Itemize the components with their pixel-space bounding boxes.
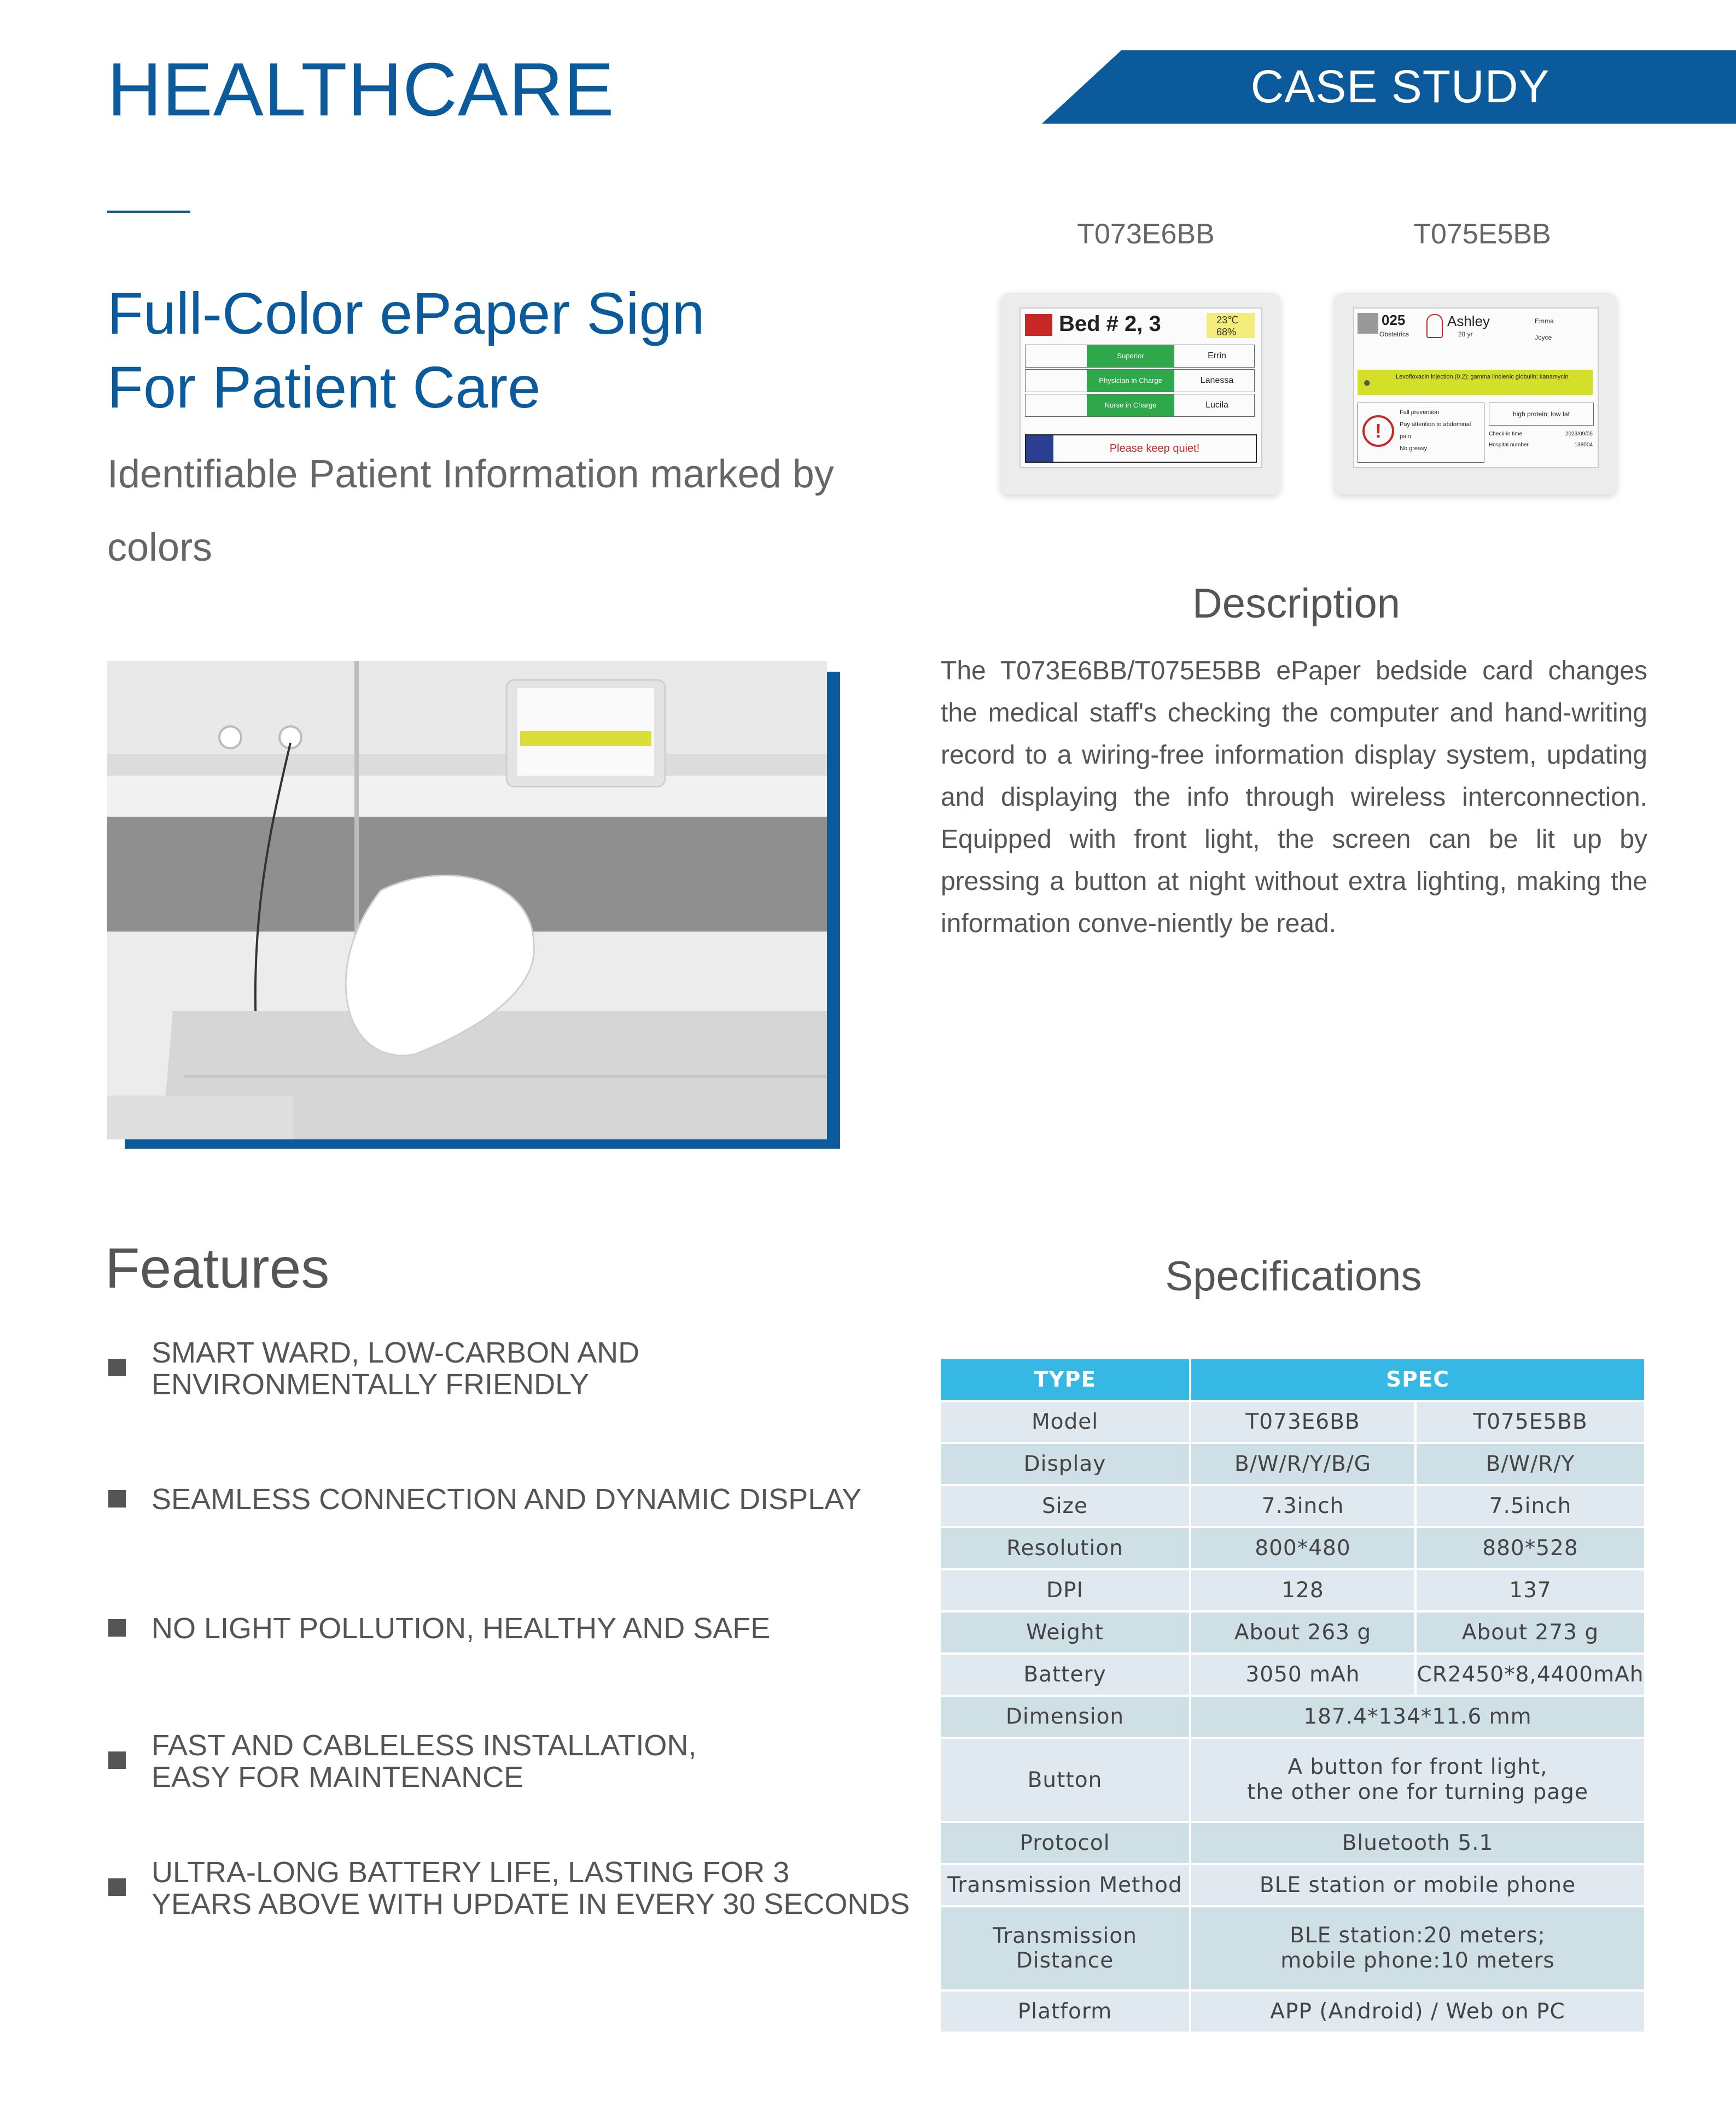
subtitle [107,276,705,424]
spec-type: Button [941,1739,1191,1823]
spec-value: About 263 g [1191,1613,1417,1655]
device-screen [1353,307,1599,468]
feature-line: SMART WARD, LOW-CARBON AND [152,1336,640,1369]
feature-line: ENVIRONMENTALLY FRIENDLY [152,1368,590,1401]
device-t073e6bb [1001,293,1280,494]
warning-item: Fall prevention [1400,409,1440,416]
spec-value: T075E5BB [1417,1402,1646,1444]
device-screen [1020,307,1262,468]
bullet-square-icon [108,1878,126,1896]
feature-line: EASY FOR MAINTENANCE [152,1761,524,1794]
spec-type: Transmission Distance [941,1907,1191,1992]
warning-item: No greasy [1400,445,1428,452]
spec-type: Transmission Method [941,1865,1191,1907]
bullet-square-icon [108,1359,126,1376]
eu-flag-icon [1026,435,1053,462]
feature-item [108,1856,929,1920]
spec-value: APP (Android) / Web on PC [1191,1992,1646,2034]
staff-role: Superior [1087,345,1174,367]
spec-type: Protocol [941,1823,1191,1865]
spec-type: Weight [941,1613,1191,1655]
climate-readout [1216,314,1238,338]
spec-value: B/W/R/Y/B/G [1191,1444,1417,1486]
checkin-label: Check-in time [1489,431,1523,437]
spec-value [1191,1739,1646,1823]
table-row [941,1697,1646,1739]
accent-divider [107,211,190,213]
table-row [941,1907,1646,1992]
spec-type: Resolution [941,1528,1191,1570]
contact: Emma [1535,317,1554,325]
spec-type: Size [941,1486,1191,1528]
table-row [941,1992,1646,2034]
case-study-label: CASE STUDY [1250,61,1550,112]
humidity: 68% [1216,327,1237,337]
contact: Joyce [1535,334,1552,341]
staff-role: Nurse in Charge [1087,394,1174,416]
page-title: HEALTHCARE [107,48,615,132]
description-body: The T073E6BB/T075E5BB ePaper bedside card changes the medical staff's checking the computer and hand-writing record to a wiring-free information display system, updating and displaying the info through wireless interconnection. Equipped with front light, the screen can be lit up by pressing a button at night without extra lighting, making the information conve-niently be read. [941,656,1647,938]
spec-value-line: the other one for turning page [1247,1780,1588,1805]
table-header-row [941,1359,1646,1402]
specifications-title: Specifications [1165,1253,1422,1300]
spec-value: 128 [1191,1570,1417,1613]
feature-item [108,1730,929,1793]
department: Obstetrics [1379,330,1409,338]
device-t075e5bb [1335,293,1616,494]
product-label-t075e5bb: T075E5BB [1413,218,1551,250]
spec-type: Dimension [941,1697,1191,1739]
spec-value: B/W/R/Y [1417,1444,1646,1486]
bullet-square-icon [108,1619,126,1637]
spec-value: T073E6BB [1191,1402,1417,1444]
patient-name: Ashley [1447,313,1490,329]
hospital-number-value: 138004 [1574,442,1593,448]
spec-value: BLE station or mobile phone [1191,1865,1646,1907]
staff-name: Errin [1208,351,1226,360]
table-row [941,1865,1646,1907]
staff-row [1025,369,1255,392]
table-row [941,1402,1646,1444]
hospital-room-illustration [107,661,827,1139]
table-row [941,1613,1646,1655]
spec-value: Bluetooth 5.1 [1191,1823,1646,1865]
notice-text: Please keep quiet! [1109,443,1200,455]
spec-value-line: BLE station:20 meters; [1290,1923,1546,1948]
bullet-square-icon [108,1751,126,1769]
spec-value [1191,1907,1646,1992]
admission-info [1489,429,1593,462]
medication-band [1358,370,1593,395]
table-row [941,1444,1646,1486]
contacts [1535,313,1554,346]
diet-box: high protein; low fat [1489,403,1594,426]
spec-value: 187.4*134*11.6 mm [1191,1697,1646,1739]
header-spec: SPEC [1191,1359,1646,1402]
warning-item: Pay attention to abdominal pain [1400,421,1471,440]
header-type: TYPE [941,1359,1191,1402]
hospital-number-label: Hospital number [1489,442,1529,448]
hospital-bed-photo [107,661,827,1139]
checkin-value: 2023/09/05 [1565,431,1593,437]
table-row [941,1655,1646,1697]
table-row [941,1823,1646,1865]
feature-item [108,1483,929,1515]
bed-icon [1025,314,1052,336]
alert-icon: ! [1362,415,1394,447]
staff-role: Physician in Charge [1087,370,1174,392]
staff-row [1025,394,1255,417]
spec-type: Battery [941,1655,1191,1697]
notice-box [1025,434,1257,463]
table-row [941,1570,1646,1613]
bullet-square-icon [108,1490,126,1508]
staff-name: Lanessa [1200,376,1234,385]
spec-value: 800*480 [1191,1528,1417,1570]
spec-value: 3050 mAh [1191,1655,1417,1697]
temperature: 23℃ [1216,315,1239,325]
staff-row [1025,345,1255,368]
table-row [941,1739,1646,1823]
feature-line: SEAMLESS CONNECTION AND DYNAMIC DISPLAY [152,1483,862,1516]
subtitle-line-2: For Patient Care [107,354,541,420]
qr-code-icon [1358,313,1378,334]
feature-line: ULTRA-LONG BATTERY LIFE, LASTING FOR 3 [152,1856,790,1889]
spec-value: 7.5inch [1417,1486,1646,1528]
staff-table [1025,345,1255,416]
table-row [941,1486,1646,1528]
product-label-t073e6bb: T073E6BB [1077,218,1215,250]
pill-icon: ● [1363,375,1371,390]
feature-line: YEARS ABOVE WITH UPDATE IN EVERY 30 SECONDS [152,1888,910,1920]
patient-icon [1426,314,1443,338]
room-number: 025 [1382,312,1406,328]
warning-list [1400,406,1484,455]
staff-name: Lucila [1205,400,1228,410]
spec-value: 880*528 [1417,1528,1646,1570]
spec-type: Display [941,1444,1191,1486]
specifications-table [941,1359,1646,2034]
tagline: Identifiable Patient Information marked by colors [107,452,834,569]
medication-text: Levofloxacin injection (0.2); gamma linolenic globulin; kanamycin [1396,374,1569,380]
table-row [941,1528,1646,1570]
patient-age: 28 yr [1458,330,1473,338]
description-title: Description [1192,580,1401,627]
feature-line: NO LIGHT POLLUTION, HEALTHY AND SAFE [152,1612,771,1645]
feature-line: FAST AND CABLELESS INSTALLATION, [152,1729,697,1762]
spec-value-line: A button for front light, [1288,1755,1548,1779]
spec-value: 7.3inch [1191,1486,1417,1528]
spec-value: About 273 g [1417,1613,1646,1655]
spec-value-line: mobile phone:10 meters [1280,1948,1555,1973]
feature-item [108,1337,929,1400]
spec-value: CR2450*8,4400mAh [1417,1655,1646,1697]
warnings-box [1358,403,1484,463]
spec-type: Model [941,1402,1191,1444]
spec-type: Platform [941,1992,1191,2034]
bed-number: Bed # 2, 3 [1059,312,1161,336]
spec-type: DPI [941,1570,1191,1613]
subtitle-line-1: Full-Color ePaper Sign [107,280,705,346]
features-title: Features [105,1237,330,1300]
spec-value: 137 [1417,1570,1646,1613]
feature-item [108,1613,929,1644]
